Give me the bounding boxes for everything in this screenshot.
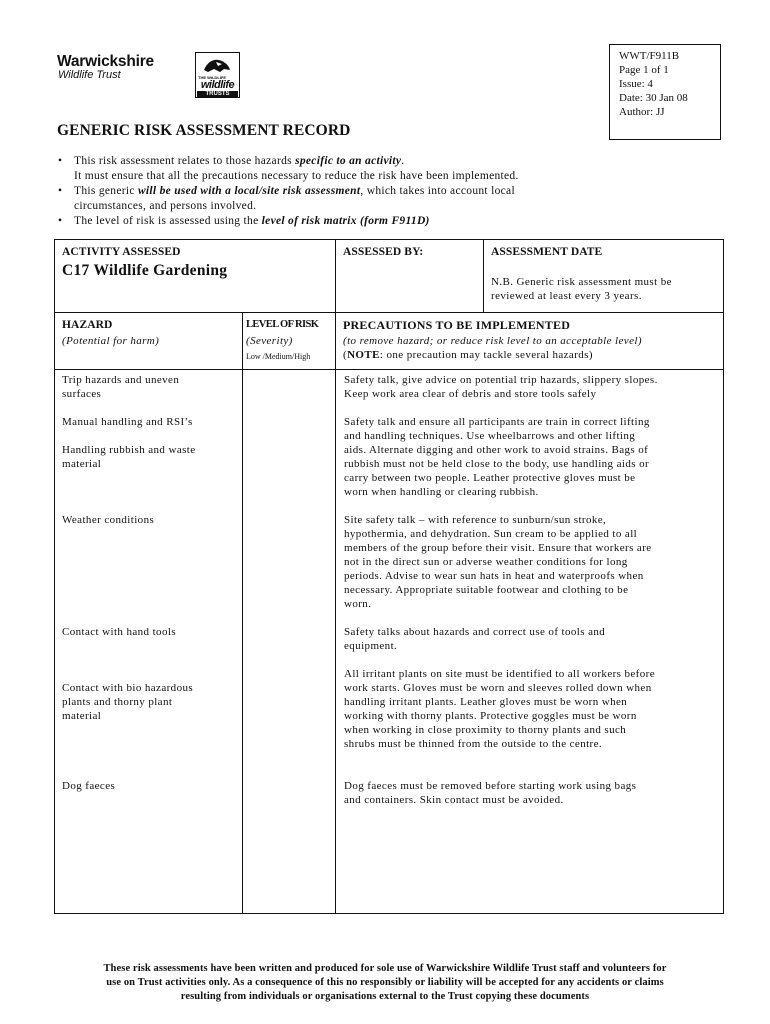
precaution-line: hypothermia, and dehydration. Sun cream to be applied to all <box>344 528 638 540</box>
wildlife-trusts-badge <box>195 52 240 98</box>
bullet-text: This generic <box>74 185 138 197</box>
level-scale: Low /Medium/High <box>246 352 311 361</box>
footer-line: use on Trust activities only. As a consequence of this no responsibly or liability will be accepted for any accidents or claims <box>106 977 664 988</box>
precautions-note-open: ( <box>343 349 348 361</box>
table-rule <box>242 312 243 914</box>
bullet-emphasis: will be used with a local/site risk assessment <box>137 185 361 197</box>
hazard-line: Trip hazards and uneven <box>62 374 180 386</box>
precaution-item <box>344 779 636 807</box>
org-name-line2: Wildlife Trust <box>58 69 121 81</box>
hazard-sub: (Potential for harm) <box>62 335 160 347</box>
table-rule <box>54 312 724 313</box>
precautions-sub: (to remove hazard; or reduce risk level to an acceptable level) <box>343 335 642 347</box>
precautions-label: PRECAUTIONS TO BE IMPLEMENTED <box>343 318 571 332</box>
assessment-note-line: N.B. Generic risk assessment must be <box>491 276 672 288</box>
precaution-line: members of the group before their visit. Ensure that workers are <box>344 542 652 554</box>
precaution-line: handling irritant plants. Leather gloves must be worn when <box>344 696 628 708</box>
precaution-line: worn. <box>344 598 372 610</box>
hazard-line: surfaces <box>62 388 102 400</box>
badger-icon <box>202 56 232 76</box>
level-label: LEVEL OF RISK <box>246 319 319 330</box>
intro-bullets <box>57 154 697 229</box>
precaution-item <box>344 625 605 653</box>
precaution-line: Safety talk, give advice on potential trip hazards, slippery slopes. <box>344 374 658 386</box>
precaution-line: aids. Alternate digging and other work to avoid strains. Bags of <box>344 444 649 456</box>
hazard-line: Contact with bio hazardous <box>62 682 194 694</box>
precaution-item <box>344 513 652 611</box>
level-sub: (Severity) <box>246 335 293 347</box>
precaution-line: not in the direct sun or adverse weather conditions for long <box>344 556 628 568</box>
precaution-item <box>344 415 650 499</box>
bullet-item <box>57 214 697 229</box>
page-title: GENERIC RISK ASSESSMENT RECORD <box>57 122 351 139</box>
hazard-item: Manual handling and RSI’s <box>62 416 193 428</box>
activity-value: C17 Wildlife Gardening <box>62 262 228 279</box>
precaution-line: working with thorny plants. Protective goggles must be worn <box>344 710 637 722</box>
footer-line: These risk assessments have been written and produced for sole use of Warwickshire Wildlife Trust staff and volunteers for <box>103 963 667 974</box>
precaution-line: Safety talk and ensure all participants are train in correct lifting <box>344 416 650 428</box>
bullet-text: It must ensure that all the precautions necessary to reduce the risk have been implemented. <box>74 170 519 182</box>
bullet-emphasis: specific to an activity <box>295 155 402 167</box>
footer-line: resulting from individuals or organisations external to the Trust copying these documents <box>180 991 590 1002</box>
org-name-line1: Warwickshire <box>57 53 154 70</box>
badge-bottom-text: TRUSTS <box>197 91 238 98</box>
precaution-line: periods. Advise to wear sun hats in heat and waterproofs when <box>344 570 644 582</box>
table-rule <box>54 369 724 370</box>
hazard-item: Contact with hand tools <box>62 626 176 638</box>
bullet-item <box>57 154 697 184</box>
hazard-line: material <box>62 710 102 722</box>
assessment-note-line: reviewed at least every 3 years. <box>491 290 642 302</box>
hazard-item <box>62 373 179 401</box>
precaution-line: All irritant plants on site must be identified to all workers before <box>344 668 655 680</box>
hazard-item: Weather conditions <box>62 514 155 526</box>
badge-small-text: THE WILDLIFE <box>198 75 226 80</box>
assessment-date-label: ASSESSMENT DATE <box>491 246 603 258</box>
hazard-item: Dog faeces <box>62 780 116 792</box>
precaution-item <box>344 373 658 401</box>
hazard-item <box>62 443 196 471</box>
doc-issue: Issue: 4 <box>619 78 653 90</box>
bullet-text: The level of risk is assessed using the <box>74 215 262 227</box>
bullet-text: . <box>401 155 405 167</box>
badge-main-text: wildlife <box>200 79 235 91</box>
bullet-text: This risk assessment relates to those hazards <box>74 155 296 167</box>
hazard-line: material <box>62 458 102 470</box>
document-info-box <box>609 44 721 140</box>
precaution-line: rubbish must not be held close to the body, use handling aids or <box>344 458 650 470</box>
bullet-text: circumstances, and persons involved. <box>74 200 257 212</box>
org-logo <box>57 54 154 81</box>
bullet-item <box>57 184 697 214</box>
hazard-item <box>62 681 193 723</box>
precaution-line: carry between two people. Leather protective gloves must be <box>344 472 636 484</box>
hazard-line: Handling rubbish and waste <box>62 444 196 456</box>
precautions-note-rest: : one precaution may tackle several hazards) <box>379 349 593 361</box>
precaution-line: Keep work area clear of debris and store tools safely <box>344 388 597 400</box>
hazard-line: plants and thorny plant <box>62 696 173 708</box>
doc-page: Page 1 of 1 <box>619 64 669 76</box>
bullet-emphasis: level of risk matrix (form F911D) <box>261 215 430 227</box>
footer-disclaimer <box>40 962 730 1004</box>
doc-ref: WWT/F911B <box>619 50 680 62</box>
doc-author: Author: JJ <box>619 106 665 118</box>
precaution-line: when working in close proximity to thorny plants and such <box>344 724 627 736</box>
table-rule <box>483 239 484 312</box>
precaution-line: work starts. Gloves must be worn and sleeves rolled down when <box>344 682 652 694</box>
precaution-line: shrubs must be thinned from the outside to the centre. <box>344 738 603 750</box>
precaution-line: and handling techniques. Use wheelbarrows and other lifting <box>344 430 636 442</box>
hazard-label: HAZARD <box>62 319 113 331</box>
bullet-text: , which takes into account local <box>360 185 515 197</box>
precautions-note-bold: NOTE <box>347 349 380 361</box>
precaution-line: Dog faeces must be removed before starting work using bags <box>344 780 637 792</box>
doc-date: Date: 30 Jan 08 <box>619 92 688 104</box>
assessment-note <box>491 275 672 303</box>
precaution-item <box>344 667 655 751</box>
precaution-line: equipment. <box>344 640 398 652</box>
precaution-line: Safety talks about hazards and correct use of tools and <box>344 626 606 638</box>
precautions-note <box>343 348 593 362</box>
assessed-by-label: ASSESSED BY: <box>343 246 424 258</box>
activity-label: ACTIVITY ASSESSED <box>62 246 181 258</box>
precaution-line: Site safety talk – with reference to sunburn/sun stroke, <box>344 514 607 526</box>
precaution-line: necessary. Appropriate suitable footwear and clothing to be <box>344 584 629 596</box>
precaution-line: and containers. Skin contact must be avoided. <box>344 794 564 806</box>
table-rule <box>335 239 336 914</box>
precaution-line: worn when handling or clearing rubbish. <box>344 486 539 498</box>
